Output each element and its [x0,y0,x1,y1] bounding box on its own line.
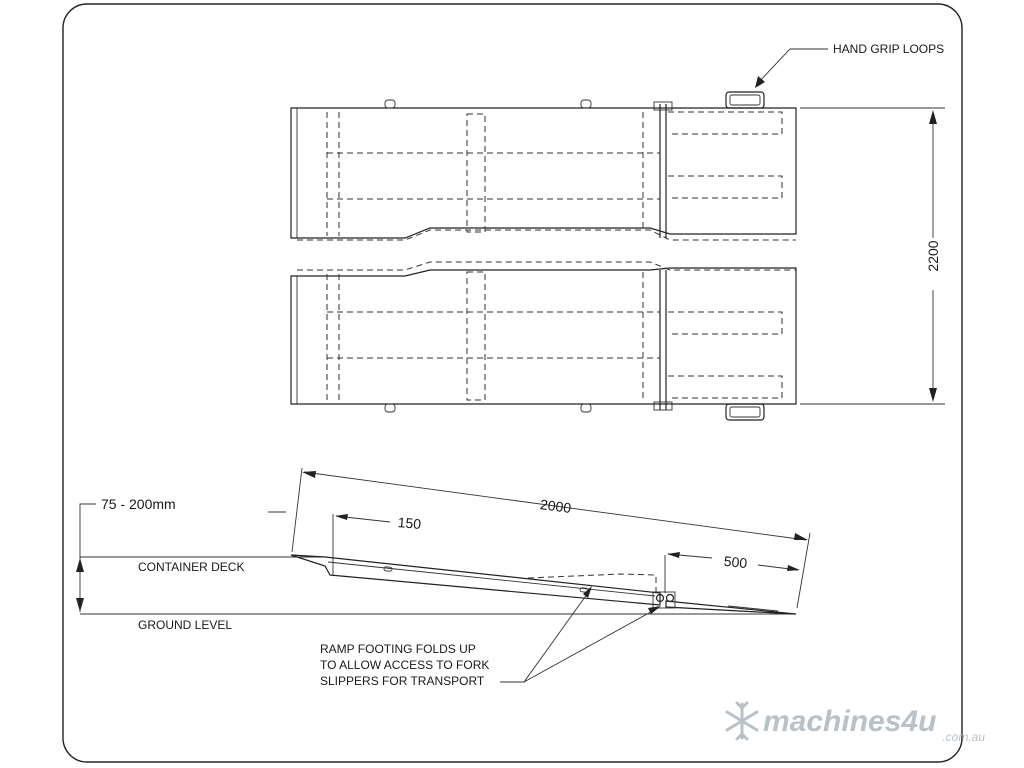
flange-dimension-label: 150 [397,514,422,533]
watermark-domain: .com.au [942,730,985,744]
hand-grip-loop-inner [730,95,760,105]
arrowhead [302,471,316,478]
drawing-frame [63,4,962,762]
tie-down-loop [581,100,591,108]
arrowhead [76,598,84,612]
note-line-3: SLIPPERS FOR TRANSPORT [320,674,485,688]
note-leader [500,590,590,682]
note-line-2: TO ALLOW ACCESS TO FORK [320,658,490,672]
footing-finger [668,176,782,198]
footing-dimension-label: 500 [723,552,748,572]
note-line-1: RAMP FOOTING FOLDS UP [320,642,476,656]
plan-center-member [467,272,485,400]
length-extension-line [292,468,302,552]
machines4u-watermark [727,703,985,744]
ground-level-label: GROUND LEVEL [138,618,233,632]
footing-finger [668,376,782,398]
length-extension-line [797,533,810,608]
note-leader [524,608,658,682]
tie-down-loop [385,100,395,108]
footing-finger [668,312,782,334]
width-dimension-label: 2200 [925,240,941,272]
deck-height-label: 75 - 200mm [101,496,176,512]
tie-down-loop [581,404,591,412]
hand-grip-loop [726,92,764,108]
length-dimension-label: 2000 [539,496,573,517]
watermark-brand: machines4u [763,705,937,738]
arrowhead [667,552,680,558]
container-deck-label: CONTAINER DECK [138,560,245,574]
hand-grip-leader [757,49,828,84]
hand-grip-label: HAND GRIP LOOPS [833,42,945,56]
arrowhead [929,388,937,402]
footing-plate [666,601,796,614]
plan-break-line [297,262,796,270]
hinge-pin [667,595,674,602]
tie-down-loop [385,404,395,412]
hinge-bracket [654,402,672,410]
arrowhead [335,514,348,520]
plan-upper-outline [291,108,796,238]
ramp-body [291,555,660,605]
side-view [76,468,810,688]
arrowhead [787,565,800,571]
ramp-slot [384,567,392,572]
hand-grip-loop [726,404,764,420]
snowflake-logo-icon [727,703,757,739]
arrowhead [76,558,84,572]
hand-grip-loop-inner [730,407,760,417]
footing-finger [668,112,782,134]
arrowhead [794,533,808,540]
deck-height-dimension [80,504,96,612]
hinge-bracket [654,102,672,110]
plan-center-member [467,114,485,232]
arrowhead [755,76,765,88]
plan-lower-outline [291,268,796,404]
arrowhead [929,110,937,124]
plan-view [291,42,945,420]
